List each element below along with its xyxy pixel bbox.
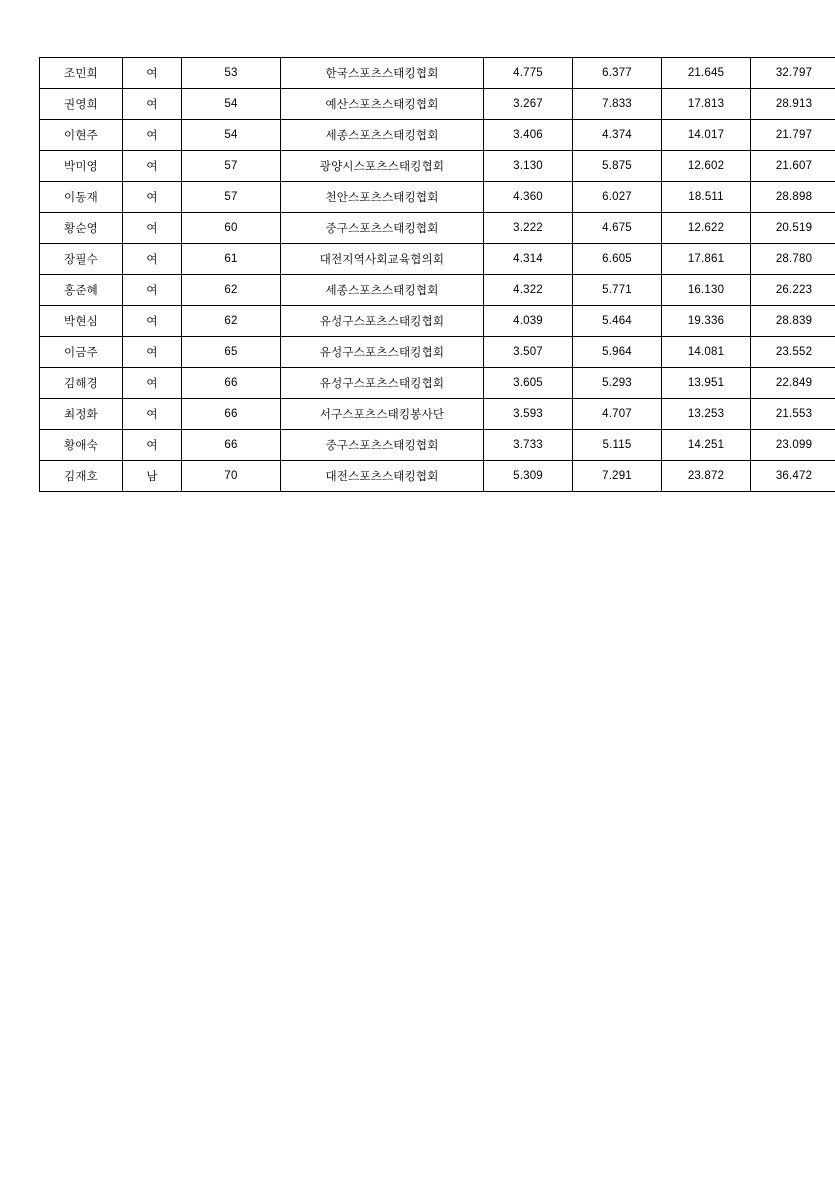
- cell-score-3: 19.336: [662, 306, 751, 337]
- cell-gender: 여: [123, 89, 182, 120]
- cell-score-2: 5.771: [573, 275, 662, 306]
- cell-age: 53: [182, 58, 281, 89]
- cell-age: 54: [182, 89, 281, 120]
- cell-score-2: 6.377: [573, 58, 662, 89]
- cell-total: 28.839: [751, 306, 835, 337]
- cell-age: 70: [182, 461, 281, 492]
- cell-total: 21.553: [751, 399, 835, 430]
- cell-club: 세종스포츠스태킹협회: [281, 275, 484, 306]
- cell-score-2: 4.374: [573, 120, 662, 151]
- cell-gender: 여: [123, 244, 182, 275]
- cell-gender: 여: [123, 120, 182, 151]
- cell-score-3: 17.861: [662, 244, 751, 275]
- table-row: [40, 151, 835, 182]
- cell-club: 중구스포츠스태킹협회: [281, 430, 484, 461]
- cell-name: 홍준혜: [40, 275, 123, 306]
- cell-club: 세종스포츠스태킹협회: [281, 120, 484, 151]
- cell-age: 66: [182, 368, 281, 399]
- cell-score-3: 13.253: [662, 399, 751, 430]
- cell-age: 62: [182, 306, 281, 337]
- cell-score-2: 7.291: [573, 461, 662, 492]
- results-table: [39, 57, 835, 492]
- cell-name: 장필수: [40, 244, 123, 275]
- cell-score-2: 5.115: [573, 430, 662, 461]
- cell-score-1: 3.222: [484, 213, 573, 244]
- cell-total: 21.607: [751, 151, 835, 182]
- cell-total: 20.519: [751, 213, 835, 244]
- cell-score-3: 23.872: [662, 461, 751, 492]
- cell-total: 28.913: [751, 89, 835, 120]
- results-table-container: [39, 57, 813, 492]
- cell-score-3: 12.622: [662, 213, 751, 244]
- table-row: [40, 399, 835, 430]
- cell-score-3: 18.511: [662, 182, 751, 213]
- cell-club: 예산스포츠스태킹협회: [281, 89, 484, 120]
- cell-score-2: 6.027: [573, 182, 662, 213]
- cell-score-2: 5.964: [573, 337, 662, 368]
- cell-score-1: 3.130: [484, 151, 573, 182]
- cell-gender: 여: [123, 306, 182, 337]
- cell-name: 이금주: [40, 337, 123, 368]
- cell-gender: 여: [123, 430, 182, 461]
- cell-gender: 여: [123, 399, 182, 430]
- cell-age: 57: [182, 182, 281, 213]
- cell-total: 21.797: [751, 120, 835, 151]
- cell-name: 최정화: [40, 399, 123, 430]
- cell-name: 황순영: [40, 213, 123, 244]
- cell-score-1: 3.507: [484, 337, 573, 368]
- cell-score-2: 5.464: [573, 306, 662, 337]
- table-row: [40, 58, 835, 89]
- table-row: [40, 461, 835, 492]
- cell-score-1: 4.360: [484, 182, 573, 213]
- cell-club: 천안스포츠스태킹협회: [281, 182, 484, 213]
- cell-name: 박현심: [40, 306, 123, 337]
- cell-gender: 여: [123, 182, 182, 213]
- cell-age: 66: [182, 430, 281, 461]
- table-row: [40, 182, 835, 213]
- cell-score-3: 16.130: [662, 275, 751, 306]
- cell-score-1: 3.593: [484, 399, 573, 430]
- cell-club: 광양시스포츠스태킹협회: [281, 151, 484, 182]
- table-row: [40, 244, 835, 275]
- cell-total: 23.099: [751, 430, 835, 461]
- cell-name: 김재호: [40, 461, 123, 492]
- cell-age: 60: [182, 213, 281, 244]
- cell-club: 유성구스포츠스태킹협회: [281, 368, 484, 399]
- cell-gender: 여: [123, 151, 182, 182]
- cell-gender: 여: [123, 368, 182, 399]
- table-row: [40, 368, 835, 399]
- cell-club: 서구스포츠스태킹봉사단: [281, 399, 484, 430]
- cell-score-2: 4.675: [573, 213, 662, 244]
- results-table-body: [40, 58, 835, 492]
- table-row: [40, 275, 835, 306]
- cell-total: 28.898: [751, 182, 835, 213]
- cell-club: 중구스포츠스태킹협회: [281, 213, 484, 244]
- cell-score-2: 6.605: [573, 244, 662, 275]
- cell-score-3: 14.251: [662, 430, 751, 461]
- cell-name: 이동재: [40, 182, 123, 213]
- cell-name: 조민희: [40, 58, 123, 89]
- cell-gender: 남: [123, 461, 182, 492]
- cell-age: 65: [182, 337, 281, 368]
- cell-club: 대전스포츠스태킹협회: [281, 461, 484, 492]
- cell-club: 한국스포츠스태킹협회: [281, 58, 484, 89]
- cell-score-3: 14.017: [662, 120, 751, 151]
- cell-age: 61: [182, 244, 281, 275]
- cell-total: 26.223: [751, 275, 835, 306]
- cell-score-1: 3.733: [484, 430, 573, 461]
- cell-name: 박미영: [40, 151, 123, 182]
- cell-total: 23.552: [751, 337, 835, 368]
- cell-score-3: 21.645: [662, 58, 751, 89]
- cell-age: 57: [182, 151, 281, 182]
- cell-gender: 여: [123, 58, 182, 89]
- cell-score-1: 4.314: [484, 244, 573, 275]
- cell-gender: 여: [123, 337, 182, 368]
- cell-club: 유성구스포츠스태킹협회: [281, 306, 484, 337]
- table-row: [40, 89, 835, 120]
- cell-score-2: 5.875: [573, 151, 662, 182]
- cell-score-1: 3.605: [484, 368, 573, 399]
- cell-total: 36.472: [751, 461, 835, 492]
- cell-name: 이현주: [40, 120, 123, 151]
- cell-total: 32.797: [751, 58, 835, 89]
- cell-score-3: 13.951: [662, 368, 751, 399]
- table-row: [40, 306, 835, 337]
- cell-gender: 여: [123, 275, 182, 306]
- cell-score-3: 12.602: [662, 151, 751, 182]
- cell-score-1: 3.267: [484, 89, 573, 120]
- cell-club: 대전지역사회교육협의회: [281, 244, 484, 275]
- cell-total: 22.849: [751, 368, 835, 399]
- table-row: [40, 337, 835, 368]
- cell-age: 62: [182, 275, 281, 306]
- cell-name: 황애숙: [40, 430, 123, 461]
- cell-score-1: 4.322: [484, 275, 573, 306]
- cell-club: 유성구스포츠스태킹협회: [281, 337, 484, 368]
- cell-score-3: 14.081: [662, 337, 751, 368]
- table-row: [40, 120, 835, 151]
- cell-name: 김해경: [40, 368, 123, 399]
- table-row: [40, 430, 835, 461]
- table-row: [40, 213, 835, 244]
- cell-score-2: 5.293: [573, 368, 662, 399]
- cell-score-3: 17.813: [662, 89, 751, 120]
- cell-total: 28.780: [751, 244, 835, 275]
- cell-score-1: 4.039: [484, 306, 573, 337]
- cell-age: 66: [182, 399, 281, 430]
- cell-score-1: 5.309: [484, 461, 573, 492]
- cell-score-1: 4.775: [484, 58, 573, 89]
- cell-score-1: 3.406: [484, 120, 573, 151]
- cell-gender: 여: [123, 213, 182, 244]
- cell-score-2: 4.707: [573, 399, 662, 430]
- cell-age: 54: [182, 120, 281, 151]
- cell-score-2: 7.833: [573, 89, 662, 120]
- cell-name: 권영희: [40, 89, 123, 120]
